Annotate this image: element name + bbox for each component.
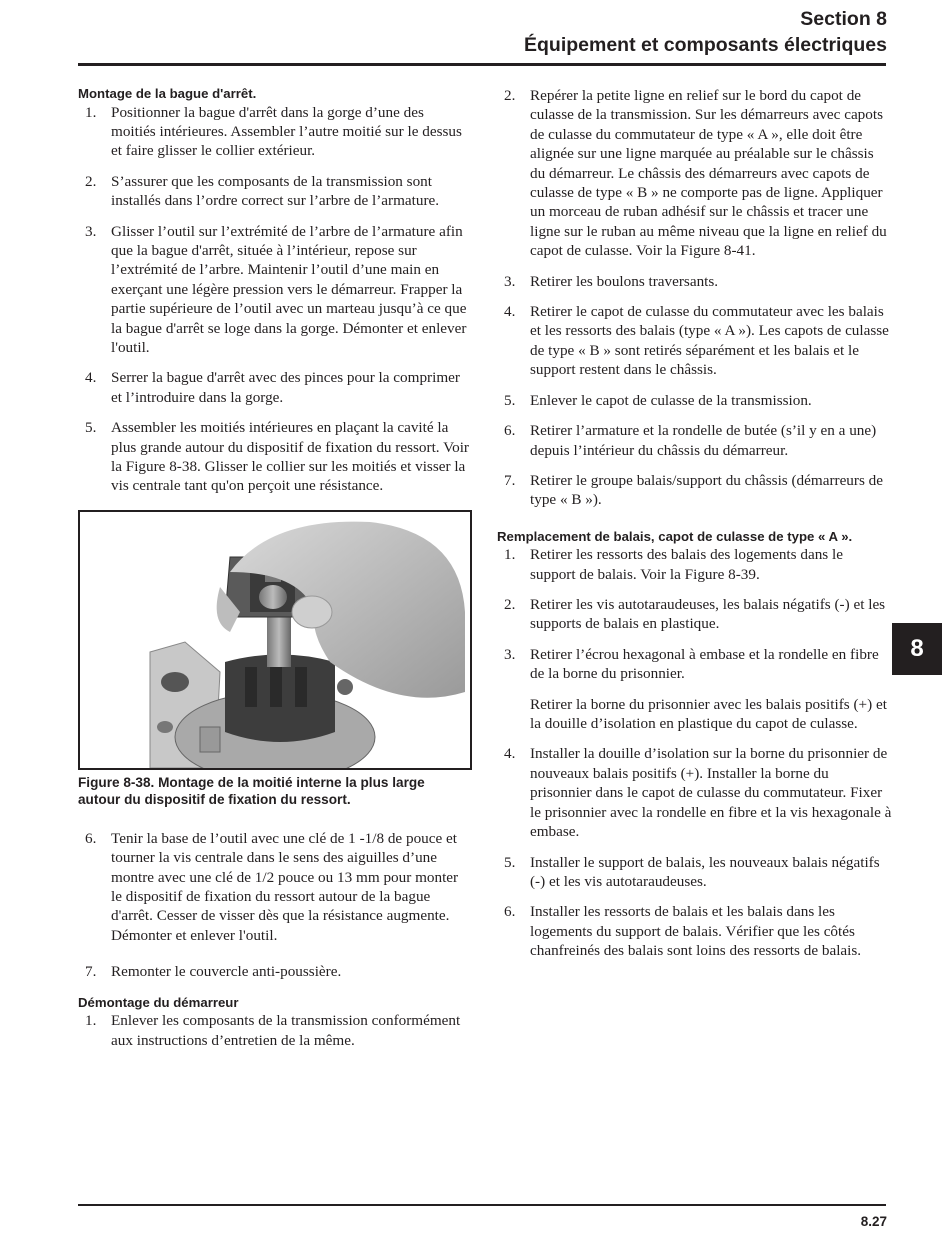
item-number: 5. [85,419,97,437]
list-item [497,302,892,380]
item-text: Remonter le couvercle anti-poussière. [111,963,342,981]
item-number: 1. [85,103,97,121]
item-text: Retirer le groupe balais/support du châssis (démarreurs de type « B »). [530,471,883,509]
item-number: 2. [504,596,516,614]
item-number: 5. [504,391,516,409]
list-montage [78,103,470,496]
list-item [497,471,892,510]
item-number: 3. [85,222,97,240]
item-number: 1. [504,546,516,564]
list-demontage [78,1011,470,1050]
item-text: Retirer l’écrou hexagonal à embase et la rondelle en fibre de la borne du prisonnier. [530,645,879,683]
list-item [497,645,892,734]
list-montage-continued [78,829,470,982]
item-number: 6. [85,829,97,847]
section-title: Équipement et composants électriques [523,34,887,56]
list-item [497,744,892,841]
section-heading-montage: Montage de la bague d'arrêt. [78,86,257,101]
item-number: 5. [504,853,516,871]
item-number: 6. [504,422,516,440]
starter-tool-illustration [80,512,470,768]
list-item [78,103,470,161]
list-item [78,962,470,981]
item-text: Installer le support de balais, les nouveaux balais négatifs (-) et les vis autotaraudeuses. [530,853,880,890]
list-item [78,418,470,496]
section-heading-demontage: Démontage du démarreur [78,994,239,1010]
item-number: 3. [504,645,516,663]
item-text: Enlever le capot de culasse de la transmission. [530,391,812,409]
item-number: 2. [504,87,516,104]
item-text-continued: Retirer la borne du prisonnier avec les balais positifs (+) et la douille d’isolation en plastique du capot de culasse. [530,695,887,733]
list-item [78,829,470,945]
list-item [497,853,892,892]
item-number: 4. [504,745,516,763]
list-item [497,391,892,410]
item-text: Tenir la base de l’outil avec une clé de 1 -1/8 de pouce et tourner la vis centrale dans le sens des aiguilles d’une montre avec une clé de 1/2 pouce ou 13 mm pour monter le dispositif de fixation du ressort autour de la bague d'arrêt. Cesser de visser dès que la résistance augmente. Démonter et enlever l'outil. [111,829,459,944]
list-item [497,272,892,291]
header-rule [78,63,886,66]
item-text: Assembler les moitiés intérieures en plaçant la cavité la plus grande autour du dispositif de fixation du ressort. Voir la Figure 8-38. Glisser le collier sur les moitiés et visser la vis centrale tant qu'on perçoit une résistance. [111,419,469,495]
list-item [497,595,892,634]
bracket-hole [161,672,189,692]
item-number: 4. [85,369,97,387]
section-number: Section 8 [800,8,887,30]
right-column [497,86,892,972]
footer-rule [78,1204,886,1206]
item-text: Retirer les vis autotaraudeuses, les balais négatifs (-) et les supports de balais en plastique. [530,596,886,633]
item-text: Retirer le capot de culasse du commutateur avec les balais et les ressorts des balais (type « A »). Les capots de culasse de type « B » sont retirés séparément et les balais et le support restent dans le châssis. [530,303,889,379]
list-item [497,86,892,261]
item-number: 6. [504,903,516,921]
item-number: 3. [504,272,516,290]
left-column [78,86,470,1061]
page-header [524,6,887,58]
armature-shaft [267,612,291,667]
list-item [78,222,470,358]
item-text: Serrer la bague d'arrêt avec des pinces pour la comprimer et l’introduire dans la gorge. [111,369,460,406]
item-text: Positionner la bague d'arrêt dans la gorge d’une des moitiés intérieures. Assembler l’autre moitié sur le dessus et faire glisser le collier extérieur. [111,103,462,160]
figure-8-38-photo [78,510,472,770]
item-text: Installer les ressorts de balais et les balais dans les logements du support de balais. Vérifier que les côtés chanfreinés des balais sont loins des ressorts de balais. [530,903,862,960]
figure-caption: Figure 8-38. Montage de la moitié interne la plus large autour du dispositif de fixation du ressort. [78,774,425,808]
section-heading-remplacement: Remplacement de balais, capot de culasse de type « A ». [497,528,853,544]
item-number: 4. [504,303,516,321]
item-text: Retirer l’armature et la rondelle de butée (s’il y en a une) depuis l’intérieur du châssis du démarreur. [530,422,877,459]
list-demontage-continued [497,86,892,510]
item-text: Glisser l’outil sur l’extrémité de l’arbre de l’armature afin que la bague d'arrêt, située à l’intérieur, repose sur l’extrémité de l’arbre. Maintenir l’outil d’une main en exerçant une légère pression vers le démarreur. Frapper la partie supérieure de l’outil avec un marteau jusqu’à ce que la bague d'arrêt se loge dans la gorge. Démonter et enlever l'outil. [111,222,467,356]
list-item [78,172,470,211]
item-text: Retirer les boulons traversants. [530,272,719,290]
list-remplacement [497,545,892,960]
item-text: S’assurer que les composants de la transmission sont installés dans l’ordre correct sur l’arbre de l’armature. [111,172,440,210]
list-item [78,368,470,407]
list-item [497,545,892,584]
item-text: Retirer les ressorts des balais des logements dans le support de balais. Voir la Figure 8-39. [530,546,843,583]
list-item [497,421,892,460]
item-text: Repérer la petite ligne en relief sur le bord du capot de culasse de la transmission. Sur les démarreurs avec capots de culasse du commutateur de type « A », elle doit être alignée sur une ligne marquée au préalable sur le châssis du démarreur. Le châssis des démarreurs avec capots de culasse de type « B » ne comporte pas de ligne. Appliquer un morceau de ruban adhésif sur le châssis et tracer une ligne sur le ruban au même niveau que la ligne en relief du capot de culasse. Voir la Figure 8-41. [530,87,887,260]
item-number: 7. [85,963,97,981]
list-item [497,902,892,960]
section-tab: 8 [892,623,942,675]
item-number: 7. [504,471,516,489]
item-text: Enlever les composants de la transmission conformément aux instructions d’entretien de la même. [111,1012,461,1049]
item-text: Installer la douille d’isolation sur la borne du prisonnier de nouveaux balais positifs (+). Installer la borne du prisonnier dans le capot de culasse du commutateur. Fixer le prisonnier avec la rondelle en fibre et la vis hexagonale à embase. [530,745,892,841]
page-number: 8.27 [860,1214,887,1229]
list-item [78,1011,470,1050]
bracket-hole [157,721,173,733]
item-number: 1. [85,1012,97,1030]
item-number: 2. [85,172,97,190]
